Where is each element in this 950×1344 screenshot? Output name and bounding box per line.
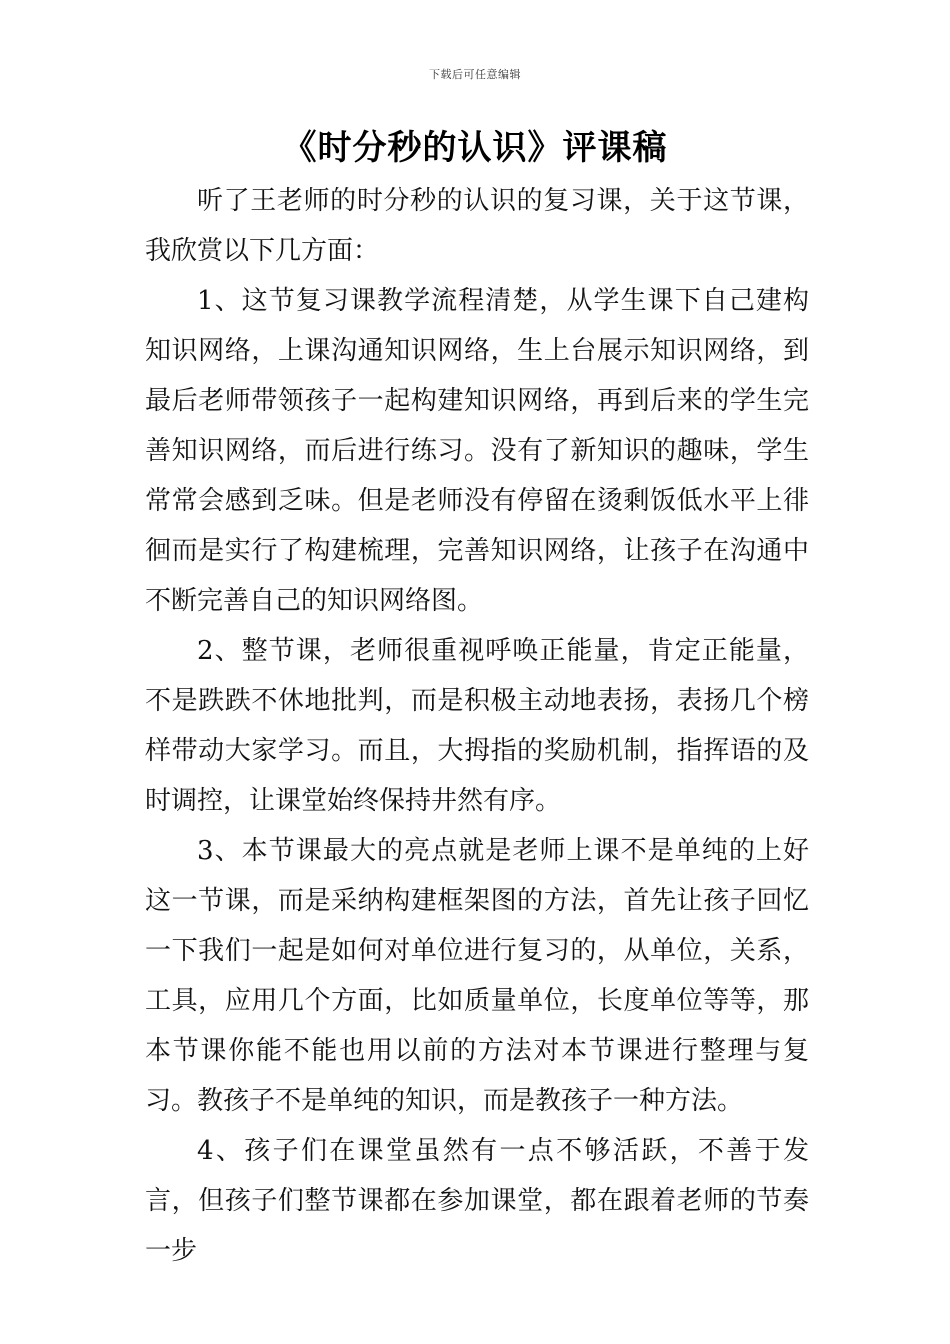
document-title: 《时分秒的认识》评课稿 — [282, 128, 668, 168]
paragraph-intro: 听了王老师的时分秒的认识的复习课，关于这节课，我欣赏以下几方面： — [145, 186, 809, 266]
document-body — [145, 176, 809, 1276]
paragraph-point-2: 2、整节课，老师很重视呼唤正能量，肯定正能量，不是跌跌不休地批判，而是积极主动地表扬，表扬几个榜样带动大家学习。而且，大拇指的奖励机制，指挥语的及时调控，让课堂始终保持井然有序。 — [145, 636, 809, 816]
header-note: 下载后可任意编辑 — [429, 68, 521, 81]
paragraph-point-4: 4、孩子们在课堂虽然有一点不够活跃，不善于发言，但孩子们整节课都在参加课堂，都在跟着老师的节奏一步 — [145, 1136, 809, 1266]
paragraph-point-1: 1、这节复习课教学流程清楚，从学生课下自己建构知识网络，上课沟通知识网络，生上台展示知识网络，到最后老师带领孩子一起构建知识网络，再到后来的学生完善知识网络，而后进行练习。没有了新知识的趣味，学生常常会感到乏味。但是老师没有停留在烫剩饭低水平上徘徊而是实行了构建梳理，完善知识网络，让孩子在沟通中不断完善自己的知识网络图。 — [145, 286, 809, 616]
paragraph-point-3: 3、本节课最大的亮点就是老师上课不是单纯的上好这一节课，而是采纳构建框架图的方法，首先让孩子回忆一下我们一起是如何对单位进行复习的，从单位，关系，工具，应用几个方面，比如质量单位，长度单位等等，那本节课你能不能也用以前的方法对本节课进行整理与复习。教孩子不是单纯的知识，而是教孩子一种方法。 — [145, 836, 809, 1116]
